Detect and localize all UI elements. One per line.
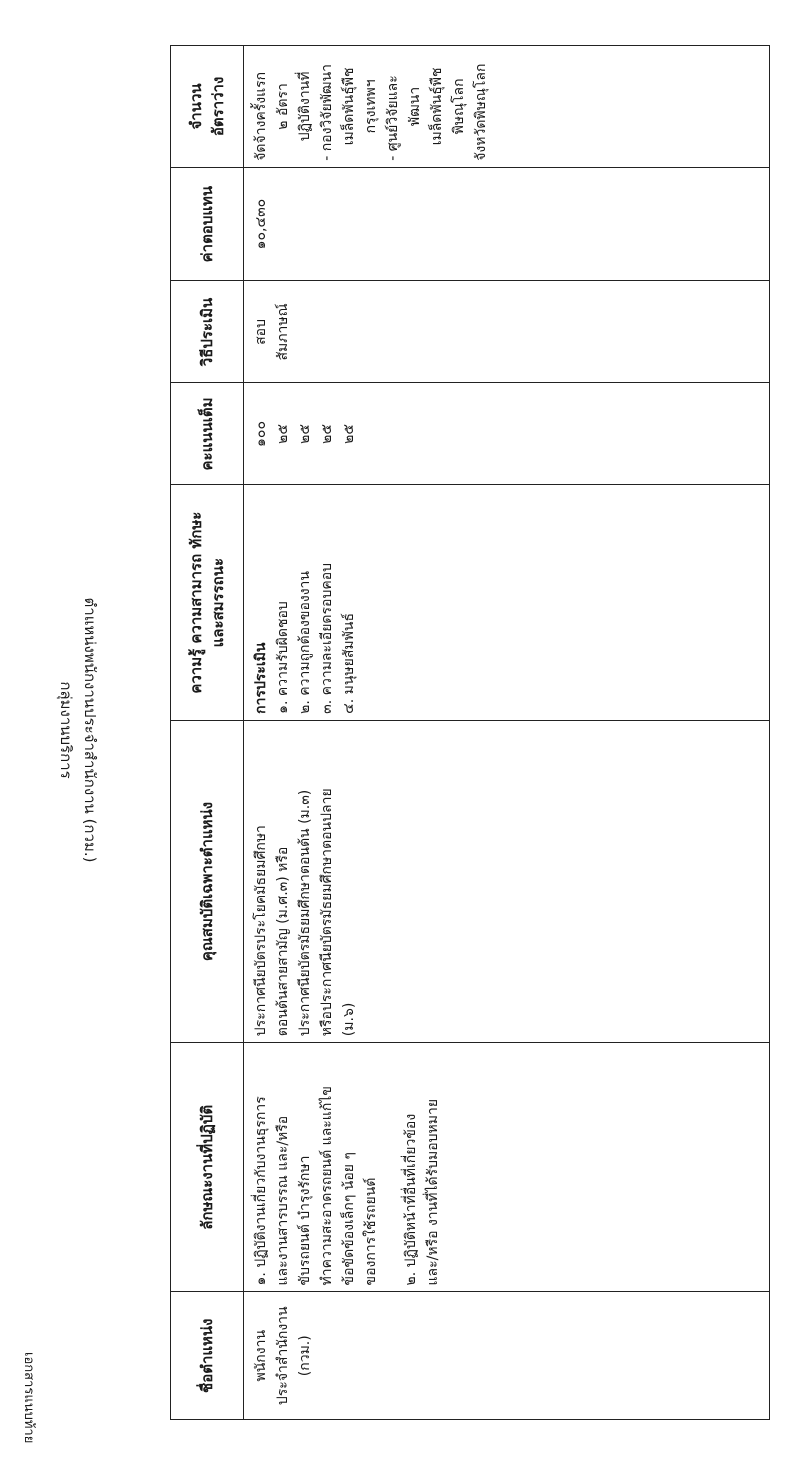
duty-line: ๒. ปฏิบัติหน้าที่อื่นที่เกี่ยวข้อง <box>403 1113 419 1286</box>
method-line: สัมภาษณ์ <box>275 303 291 361</box>
cell-score <box>244 383 770 485</box>
header-vacancy <box>171 46 244 168</box>
attachment-label: เอกสารแนบท้าย <box>21 1352 36 1444</box>
vacancy-line: พิษณุโลก <box>451 78 467 135</box>
score-value: ๒๕ <box>319 424 335 444</box>
cell-pay <box>244 167 770 281</box>
qualification-line: หรือประกาศนียบัตรมัธยมศึกษาตอนปลาย <box>319 788 335 1037</box>
position-line: ประจำสำนักงาน <box>275 1306 291 1406</box>
duty-line: ของการใช้รถยนต์ <box>363 1177 379 1286</box>
competency-item: ๓. ความละเอียดรอบคอบ <box>319 563 335 714</box>
cell-position <box>244 1292 770 1420</box>
cell-duties <box>244 1043 770 1292</box>
qualification-line: ประกาศนียบัตรประโยคมัธยมศึกษา <box>253 825 269 1037</box>
header-method: วิธีประเมิน <box>171 281 244 383</box>
position-line: (กวม.) <box>297 1335 313 1377</box>
score-value: ๒๕ <box>341 424 357 444</box>
score-value: ๒๕ <box>297 424 313 444</box>
vacancy-line: จังหวัดพิษณุโลก <box>473 63 489 161</box>
header-competency-line2: และสมรรถนะ <box>209 557 227 648</box>
header-competency <box>171 485 244 720</box>
cell-qualifications <box>244 720 770 1042</box>
cell-method <box>244 281 770 383</box>
positions-table-wrapper <box>170 45 770 1420</box>
header-vacancy-line2: อัตราว่าง <box>209 76 227 137</box>
positions-table <box>170 45 770 1420</box>
vacancy-line: เมล็ดพันธุ์พืช <box>429 67 445 146</box>
page-title: กลุ่มงานบริการ <box>57 681 75 779</box>
score-value: ๒๕ <box>275 424 291 444</box>
table-row <box>244 46 770 1420</box>
duty-line: ข้อขัดข้องเล็กๆ น้อย ๆ <box>341 1152 357 1286</box>
header-competency-line1: ความรู้ ความสามารถ ทักษะ <box>187 511 205 694</box>
competency-item: ๑. ความรับผิดชอบ <box>275 601 291 714</box>
header-duties: ลักษณะงานที่ปฏิบัติ <box>171 1043 244 1292</box>
header-vacancy-line1: จำนวน <box>187 83 205 130</box>
vacancy-line: - ศูนย์วิจัยและ <box>385 75 401 161</box>
qualification-line: ตอนต้นสายสามัญ (ม.ศ.๓) หรือ <box>275 846 291 1037</box>
qualification-line: (ม.๖) <box>341 1002 357 1037</box>
cell-vacancy <box>244 46 770 168</box>
method-line: สอบ <box>253 319 269 345</box>
header-qualifications: คุณสมบัติเฉพาะตำแหน่ง <box>171 720 244 1042</box>
vacancy-line: ปฏิบัติงานที่ <box>297 71 313 142</box>
page-subtitle: ตำแหน่งพนักงานประจำสำนักงาน (กวม.) <box>81 597 99 863</box>
competency-header: การประเมิน <box>253 642 269 714</box>
duty-line: ขับรถยนต์ บำรุงรักษา <box>297 1155 313 1286</box>
duty-line: ๑. ปฏิบัติงานเกี่ยวกับงานธุรการ <box>253 1096 269 1286</box>
header-pay: ค่าตอบแทน <box>171 167 244 281</box>
cell-competency <box>244 485 770 720</box>
pay-value: ๑๐,๔๓๐ <box>253 198 269 250</box>
vacancy-line: ๒ อัตรา <box>275 83 291 130</box>
duty-line: ทำความสะอาดรถยนต์ และแก้ไข <box>319 1086 335 1286</box>
vacancy-line: พัฒนา <box>407 86 423 127</box>
competency-item: ๔. มนุษยสัมพันธ์ <box>341 613 357 714</box>
table-header-row <box>171 46 244 1420</box>
header-score: คะแนนเต็ม <box>171 383 244 485</box>
vacancy-line: จัดจ้างครั้งแรก <box>253 71 269 161</box>
header-position: ชื่อตำแหน่ง <box>171 1292 244 1420</box>
vacancy-line: เมล็ดพันธุ์พืช <box>341 67 357 146</box>
duty-line: และ/หรือ งานที่ได้รับมอบหมาย <box>425 1098 441 1286</box>
vacancy-line: กรุงเทพฯ <box>363 79 379 134</box>
qualification-line: ประกาศนียบัตรมัธยมศึกษาตอนต้น (ม.๓) <box>297 789 313 1037</box>
duty-line: และงานสารบรรณ และ/หรือ <box>275 1115 291 1286</box>
score-value: ๑๐๐ <box>253 420 269 447</box>
position-line: พนักงาน <box>253 1329 269 1382</box>
vacancy-line: - กองวิจัยพัฒนา <box>319 64 335 161</box>
competency-item: ๒. ความถูกต้องของงาน <box>297 571 313 714</box>
